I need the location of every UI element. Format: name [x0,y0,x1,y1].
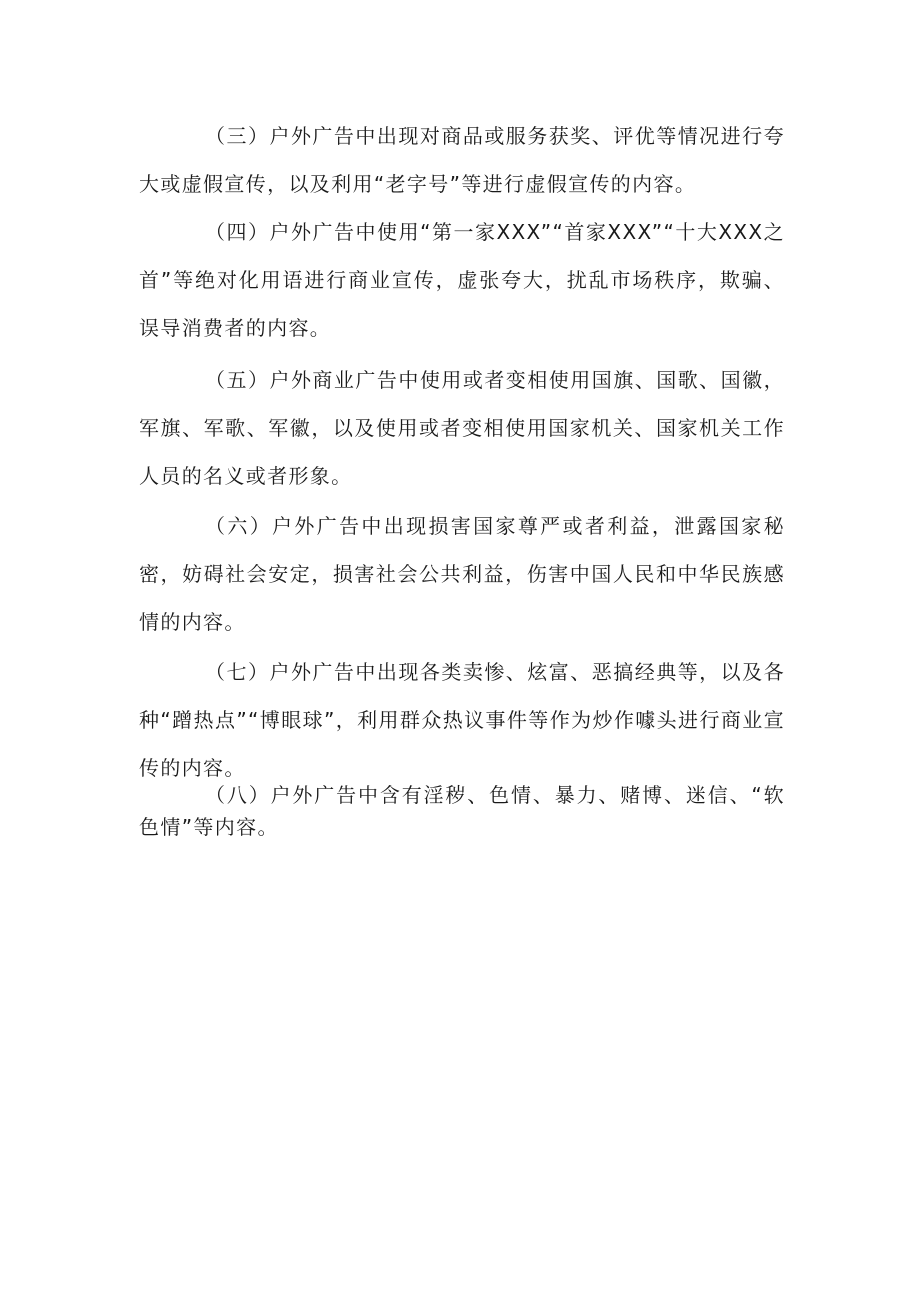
paragraph-item-5: （五）户外商业广告中使用或者变相使用国旗、国歌、国徽，军旗、军歌、军徽，以及使用或者变相使用国家机关、国家机关工作人员的名义或者形象。 [139,368,785,488]
paragraph-item-7: （七）户外广告中出现各类卖惨、炫富、恶搞经典等，以及各种“蹭热点”“博眼球”，利用群众热议事件等作为炒作噱头进行商业宣传的内容。 [139,660,785,780]
paragraph-item-8: （八）户外广告中含有淫秽、色情、暴力、赌博、迷信、“软色情”等内容。 [139,783,785,839]
paragraph-item-6: （六）户外广告中出现损害国家尊严或者利益，泄露国家秘密，妨碍社会安定，损害社会公共利益，伤害中国人民和中华民族感情的内容。 [139,514,785,634]
paragraph-item-3: （三）户外广告中出现对商品或服务获奖、评优等情况进行夸大或虚假宣传，以及利用“老字号”等进行虚假宣传的内容。 [139,124,785,196]
paragraph-item-4: （四）户外广告中使用“第一家XXX”“首家XXX”“十大XXX之首”等绝对化用语进行商业宣传，虚张夸大，扰乱市场秩序，欺骗、误导消费者的内容。 [139,220,785,340]
